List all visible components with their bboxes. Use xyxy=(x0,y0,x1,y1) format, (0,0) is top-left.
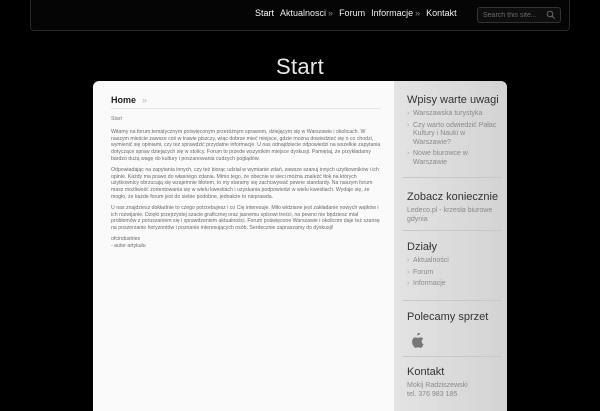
sidebar-divider xyxy=(403,300,502,301)
sidebar-section-featured xyxy=(407,94,502,170)
sidebar-link[interactable]: › Forum xyxy=(407,269,502,278)
sidebar-heading: Kontakt xyxy=(407,366,445,378)
article-paragraph: Witamy na forum tematycznym poświęconym przeróżnym sprawom, dziejącym się w Warszawie i okolicach. W naszym mieście zawsze coś w trawie piszczy, wiąc dobrze mieć miejsce, gdzie można dowiedzieć się o co chodzi, wymienić się opiniami, czy też sprawdzić przydatne informacje. U nas odnajdziecie odpowiedzi na wszelkie zapytania dotyczące spraw dziejących się w stolicy. Forum to przede wszystkim miejsce dyskusji. Pamiętaj, że przykładamy bardzo dużą wagę do kultury i poszanowania cudzych poglądów. xyxy=(111,128,381,162)
breadcrumb xyxy=(111,95,147,105)
article-paragraph: U nas znajdziesz dokładnie to czego potrzebujesz i co Cię interesuje. Miło widziane jest zakładanie nowych wątków i ich rozwijanie. Dzięki przejrzystej szacie graficznej oraz jasnemu spisowi treści, na pewno nie będziesz miał problemów z poruszaniem się i sprawdzeniem aktualności. Forum poświęcone Warszawie i okolicom daje też szansę na poszerzanie horyzontów i poznanie interesujących osób. Serdecznie zapraszamy do dyskusji! xyxy=(111,204,380,232)
menu-item-informacje[interactable]: Informacje » xyxy=(371,8,421,18)
contact-phone: tel. 376 983 185 xyxy=(407,390,458,398)
sidebar-link[interactable]: › Informacje xyxy=(407,280,502,289)
sidebar-section-categories xyxy=(407,241,502,292)
sidebar-section-see-also xyxy=(407,191,502,224)
sidebar-section-recommended xyxy=(407,311,502,354)
sidebar-link[interactable]: › Aktualności xyxy=(407,257,502,266)
sidebar-divider xyxy=(403,356,502,357)
search-icon[interactable] xyxy=(546,10,556,20)
submenu-arrow-icon: » xyxy=(328,8,334,18)
sidebar-divider xyxy=(403,177,502,178)
sidebar-link[interactable]: Ledeco.pl - krzesła biurowe gdynia xyxy=(407,207,493,223)
divider xyxy=(111,108,381,109)
sidebar-heading: Działy xyxy=(407,241,437,253)
sidebar-heading: Zobacz koniecznie xyxy=(407,191,499,203)
sidebar-heading: Wpisy warte uwagi xyxy=(407,94,499,106)
submenu-arrow-icon: » xyxy=(415,8,421,18)
menu-item-start[interactable]: Start xyxy=(255,8,275,18)
article-body xyxy=(111,116,383,250)
sidebar-section-contact xyxy=(407,366,502,399)
article-author: ofcindustries xyxy=(111,235,141,242)
sidebar-link[interactable]: › Warszawska turystyka xyxy=(407,110,502,119)
breadcrumb-home-link[interactable]: Home xyxy=(111,95,137,105)
apple-icon[interactable] xyxy=(410,333,424,349)
contact-name: Mokij Radziszewski xyxy=(407,382,468,389)
menu-item-aktualnosci[interactable]: Aktualnosci » xyxy=(280,8,334,18)
breadcrumb-separator-icon: » xyxy=(142,95,148,105)
menu-item-forum[interactable]: Forum xyxy=(339,8,366,18)
article-author-role: - autor artykułu xyxy=(111,242,146,249)
article-title: Start xyxy=(111,116,122,122)
sidebar-link[interactable]: › Nowe biurowce w Warszawie xyxy=(407,150,502,167)
menu-item-kontakt[interactable]: Kontakt xyxy=(426,8,457,18)
article-paragraph: Odpowiadając na zapytania innych, czy też biorąc udział w wymianie zdań, zawsze szanuj innych użytkowników i ich opinie. Każdy ma prawo do własnego zdania. Mimo tego, że obecnie w sieci można znaleźć tłok na których użytkownicy obrzucają się wzajemnie błotem, to my staramy się zachowywać pewne standardy. Na naszym forum masz możliwość zorientowania się w wielu kwestiach i uzyskania podpowiedzi w wielu kwestiach. Wydaje się, że mogło, że każde forum jest do siebie podobne, jednakże to nieprawda. xyxy=(111,166,379,200)
main-menu xyxy=(255,8,463,18)
sidebar-divider xyxy=(403,230,502,231)
search-box xyxy=(477,7,561,23)
search-input[interactable] xyxy=(483,9,545,21)
page-title: Start xyxy=(276,54,324,79)
sidebar-link[interactable]: › Czy warto odwiedzić Pałac Kultury i Nauki w Warszawie? xyxy=(407,122,502,148)
sidebar-heading: Polecamy sprzet xyxy=(407,311,489,323)
